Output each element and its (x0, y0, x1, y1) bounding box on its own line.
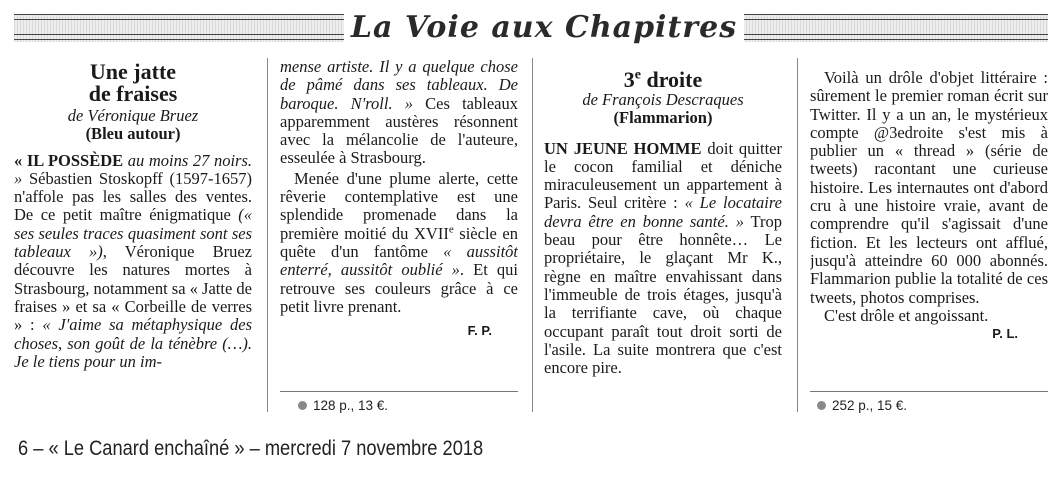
review1-signature: F. P. (467, 323, 492, 339)
review2-title-number: 3 (623, 67, 635, 92)
review2-signature: P. L. (992, 326, 1018, 342)
superscript: e (634, 67, 641, 83)
review1-text: Ces tableaux apparemment austères résonnent avec la mélancolie de l'auteure, esseulée à Strasbourg. (280, 93, 518, 168)
review2-author: de François Descraques (582, 90, 744, 109)
review1-quote: (« ses seules traces quasiment sont ses tableaux ») (14, 205, 252, 262)
review1-column-2 (280, 58, 518, 416)
review1-lead-italic: au moins 27 noirs. » (14, 150, 252, 188)
review1-quote: « J'aime sa métaphysique des choses, son goût de la ténèbre (…). Je le tiens pour un im- (14, 315, 252, 371)
review1-paragraph-3 (280, 170, 518, 316)
review2-text: doit quitter le cocon familial et déniche miraculeusement un appartement à Paris. Seul critère : (544, 138, 782, 213)
review2-paragraph-2: Voilà un drôle d'objet littéraire : sûrement le premier roman écrit sur Twitter. Il y a un an, le mystérieux compte @3edroite s'est mis à publier un « thread » (série de tweets) racontant une curieuse histoire. Les internautes ont d'abord cru à une histoire vraie, avant de comprendre qu'il s'agissait d'une fiction. Et les lecteurs ont afflué, jusqu'à atteindre 60 000 abonnés. Flammarion publie la totalité de ces tweets, photos comprises. (810, 68, 1048, 307)
review2-price (817, 398, 907, 413)
review1-paragraph-1 (14, 152, 252, 372)
review1-title-line1: Une jatte (89, 59, 177, 84)
review2-title-text: droite (640, 67, 703, 92)
bullet-icon (817, 401, 826, 410)
section-header (14, 6, 1048, 50)
review2-text: Trop beau pour être honnête… Le propriétaire, le glaçant Mr K., règne en maître envahissant dans l'immeuble de trois étages, jusqu'à la terrifiante cave, où chaque occupant paraît tout droit sorti de l'asile. La suite montrera que c'est encore pire. (544, 211, 782, 378)
review1-paragraph-2 (280, 58, 518, 168)
article-body (14, 58, 1048, 416)
price-divider (810, 391, 1048, 392)
review2-quote: « Le locataire devra être en bonne santé. » (544, 193, 782, 231)
review1-text: , Véronique Bruez découvre les natures mortes à Strasbourg, notamment sa « Jatte de fraises » et sa « Corbeille de verres » : (14, 242, 252, 335)
review2-lead: UN JEUNE HOMME (544, 138, 702, 158)
review2-publisher: (Flammarion) (613, 108, 713, 128)
section-title: La Voie aux Chapitres (344, 6, 744, 50)
review1-price-text: 128 p., 13 €. (313, 398, 389, 413)
review1-title-line2: de fraises (88, 81, 178, 106)
bullet-icon (298, 401, 307, 410)
review2-column-1 (544, 58, 782, 416)
review1-price (298, 398, 388, 413)
review2-paragraph-1 (544, 140, 782, 378)
review1-quote: mense artiste. Il y a quelque chose de pâmé dans ses tableaux. De baroque. N'roll. » (280, 58, 518, 113)
review1-text: siècle en quête d'un fantôme (280, 223, 518, 261)
review1-text: Sébastien Stoskopff (1597-1657) n'affole pas les salles des ventes. De ce petit maître énigmatique (14, 168, 252, 225)
page-footer: 6 – « Le Canard enchaîné » – mercredi 7 novembre 2018 (18, 437, 484, 460)
review1-text: Menée d'une plume alerte, cette rêverie contemplative est une splendide promenade dans la première moitié du XVII (280, 168, 518, 243)
review1-text: . Et qui retrouve ses couleurs grâce à ce petit livre prenant. (280, 260, 518, 316)
column-divider (532, 58, 533, 412)
review2-column-2 (810, 58, 1048, 416)
review2-paragraph-3: C'est drôle et angoissant. (824, 305, 989, 325)
review1-author: de Véronique Bruez (67, 106, 199, 125)
review2-title (544, 69, 782, 91)
column-divider (797, 58, 798, 412)
review1-lead: « IL POSSÈDE (14, 150, 124, 170)
review1-column-1 (14, 58, 252, 416)
price-divider (280, 391, 518, 392)
superscript: e (448, 223, 454, 236)
review1-quote: « aussitôt enterré, aussitôt oublié » (280, 241, 518, 280)
review1-publisher: (Bleu autour) (85, 124, 181, 144)
review2-price-text: 252 p., 15 €. (832, 398, 908, 413)
column-divider (267, 58, 268, 412)
